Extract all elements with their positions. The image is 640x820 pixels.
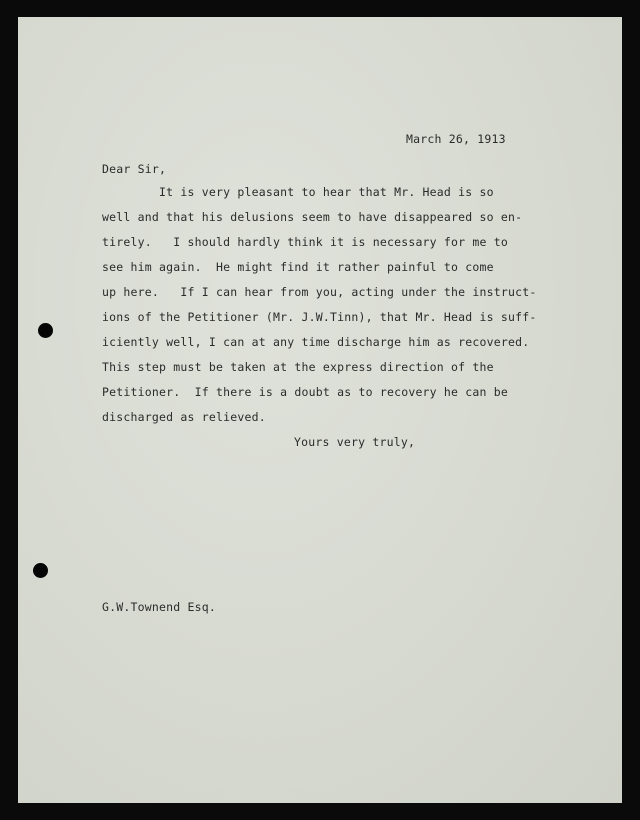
closing: Yours very truly, <box>294 435 416 449</box>
body-line: This step must be taken at the express direction of the <box>102 360 494 374</box>
letter-date: March 26, 1913 <box>406 132 506 146</box>
body-line: ions of the Petitioner (Mr. J.W.Tinn), that Mr. Head is suff- <box>102 310 537 324</box>
letter-page <box>18 17 622 803</box>
body-line: discharged as relieved. <box>102 410 266 424</box>
body-line: It is very pleasant to hear that Mr. Head is so <box>102 185 494 199</box>
body-line: see him again. He might find it rather painful to come <box>102 260 494 274</box>
addressee: G.W.Townend Esq. <box>102 600 216 614</box>
body-line: tirely. I should hardly think it is necessary for me to <box>102 235 509 249</box>
body-line: up here. If I can hear from you, acting under the instruct- <box>102 285 537 299</box>
body-line: iciently well, I can at any time discharge him as recovered. <box>102 335 530 349</box>
salutation: Dear Sir, <box>102 162 167 176</box>
punch-hole <box>33 563 48 578</box>
body-line: well and that his delusions seem to have disappeared so en- <box>102 210 523 224</box>
body-line: Petitioner. If there is a doubt as to recovery he can be <box>102 385 509 399</box>
punch-hole <box>38 323 53 338</box>
